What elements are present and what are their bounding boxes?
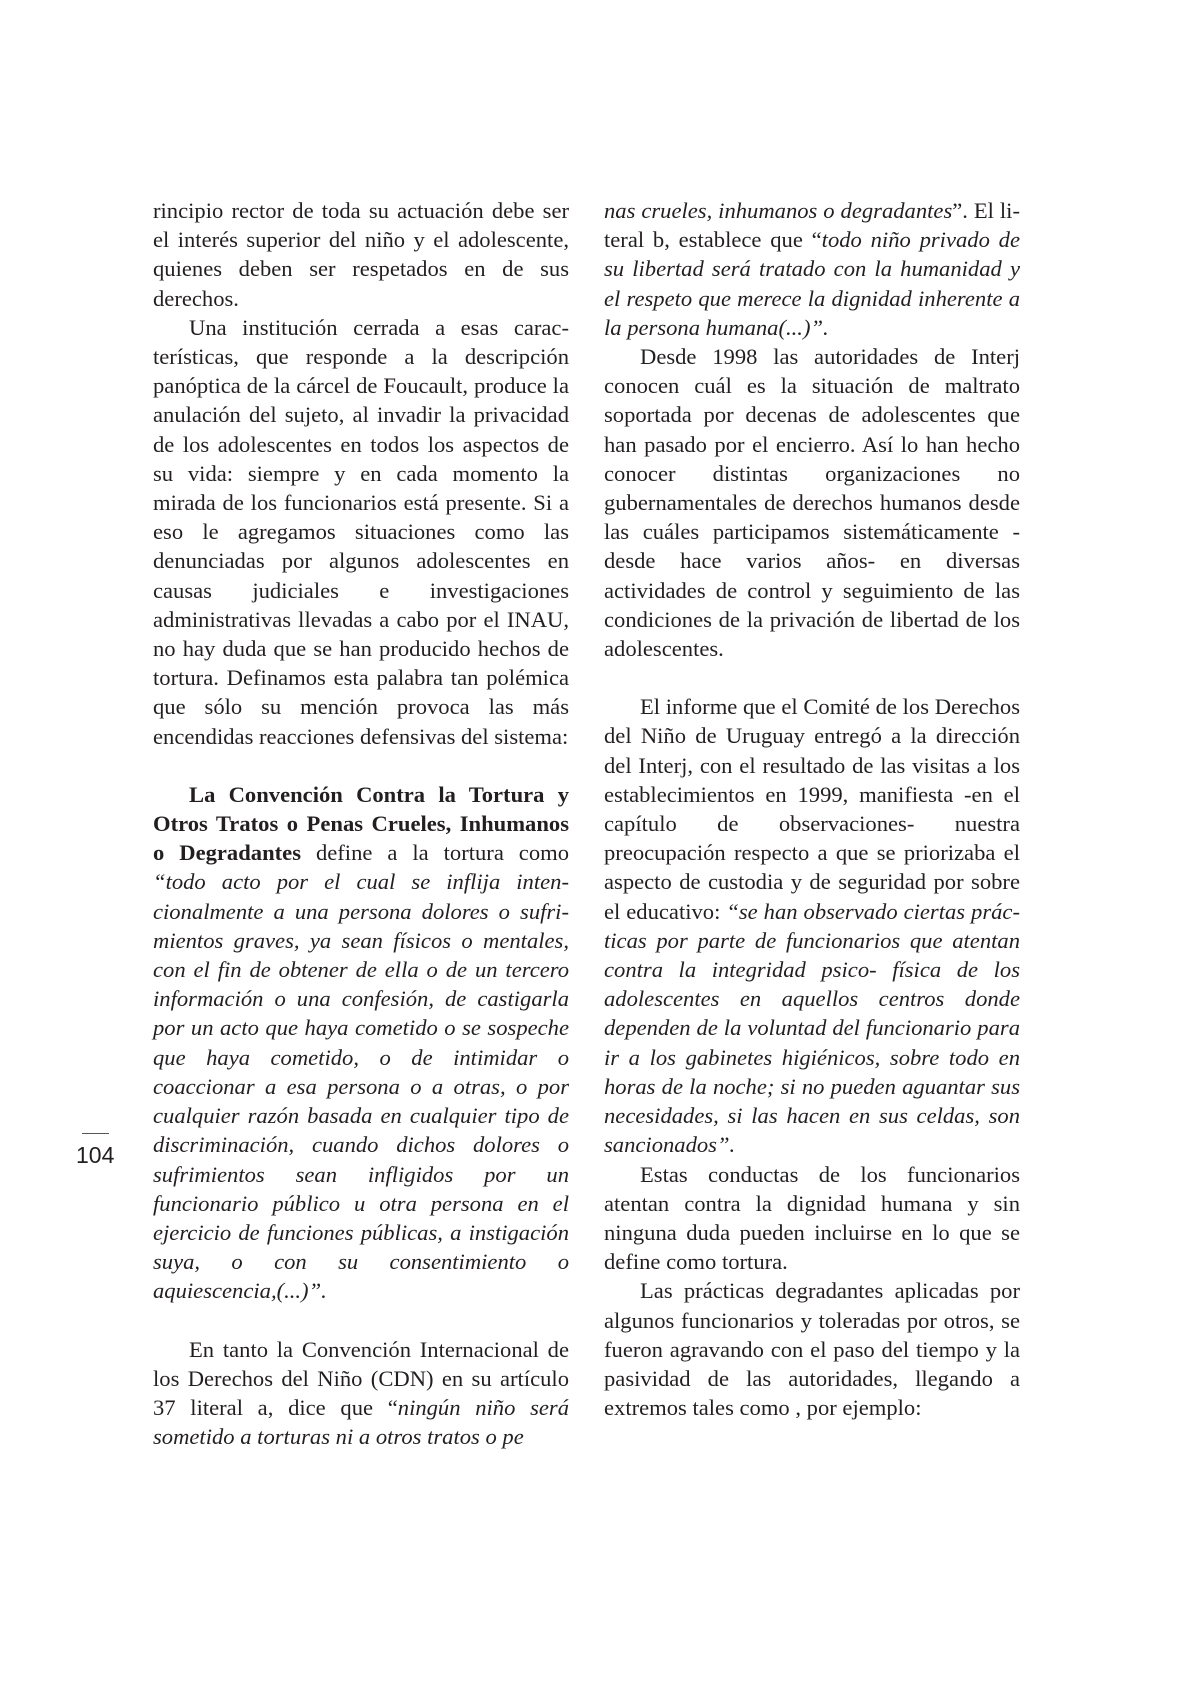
page-number: 104 <box>76 1142 115 1168</box>
report-paragraph <box>604 692 1020 1159</box>
convention-paragraph <box>153 780 569 1306</box>
quote: “todo acto por el cual se inflija intencionalmente a una persona dolores o sufrimientos graves, ya sean físicos o mentales, con el fin de obtener de ella o de un tercero información o una confesión, de castigarla por un acto que haya cometido o se sospeche que haya cometido, o de intimidar o coaccionar a esa persona o a otras, o por cualquier razón basada en cualquier tipo de discriminación, cuando dichos dolores o sufrimientos sean infligidos por un funcionario público u otra persona en el ejercicio de funciones públicas, a instigación suya, o con su consentimiento o aquiescencia,(...)”. <box>153 869 569 1304</box>
paragraph: Las prácticas degradantes aplicadas por algunos funcionarios y toleradas por otros, se fueron agravando con el paso del tiempo y la pasividad de las autoridades, llegando a extremos tales como , por ejemplo: <box>604 1278 1020 1421</box>
paragraph-text: El informe que el Comité de los Derechos del Niño de Uruguay entregó a la dirección del Interj, con el resultado de las visitas a los establecimientos en 1999, manifiesta -en el capítulo de observaciones- nuestra preocupación respecto a que se priorizaba el aspecto de custodia y de seguridad por sobre el educativo: <box>604 694 1020 924</box>
folio-rule <box>82 1133 109 1134</box>
paragraph-text: define a la tortura como <box>301 840 569 866</box>
paragraph-text: ”. El literal b, establece que “ <box>604 198 1020 253</box>
paragraph: Una institución cerrada a esas características, que responde a la descripción panóptica de la cárcel de Foucault, produce la anulación del sujeto, al invadir la privacidad de los adolescentes en todos los aspectos de su vida: siempre y en cada momento la mirada de los funcionarios está presente. Si a eso le agregamos situaciones como las denunciadas por algunos adolescentes en causas judiciales e investigaciones administrativas llevadas a cabo por el INAU, no hay duda que se han producido hechos de tortura. Definamos esta palabra tan polémica que sólo su mención provoca las más encendidas reacciones defensivas del sistema: <box>153 314 569 749</box>
left-column <box>153 196 569 1451</box>
quote: ningún niño será sometido a torturas ni a otros tratos o pe <box>153 1394 570 1450</box>
quote: nas crueles, inhumanos o degradantes <box>604 198 953 223</box>
paragraph: Estas conductas de los funcionarios atentan contra la dignidad humana y sin ninguna duda pueden incluirse en lo que se define como tortura. <box>604 1161 1020 1275</box>
paragraph <box>604 196 1020 342</box>
paragraph: rincipio rector de toda su actuación debe ser el interés superior del niño y el adolescente, quienes deben ser respetados en de sus derechos. <box>153 198 569 311</box>
paragraph-text: En tanto la Convención Internacional de los Derechos del Niño (CDN) en su artículo 37 literal a, dice que “ <box>153 1336 569 1420</box>
paragraph: Desde 1998 las autoridades de Interj conocen cuál es la situación de maltrato soportada por decenas de adolescentes que han pasado por el encierro. Así lo han hecho conocer distintas organizaciones no gubernamentales de derechos humanos desde las cuáles participamos sistemáticamente -desde hace varios años- en diversas actividades de control y seguimiento de las condiciones de la privación de libertad de los adolescentes. <box>604 344 1020 662</box>
convention-title: La Convención Contra la Tortura y Otros Tratos o Penas Crueles, Inhumanos o Degradantes <box>153 781 569 866</box>
cdn-paragraph <box>153 1335 569 1452</box>
quote: todo niño privado de su libertad será tratado con la humanidad y el respeto que merece la dignidad inherente a la persona humana(...)”. <box>604 227 1020 340</box>
right-column <box>604 196 1020 1422</box>
quote: “se han observado ciertas prácticas por parte de funcionarios que atentan contra la integridad psico- física de los adolescentes en aquellos centros donde dependen de la voluntad del funcionario para ir a los gabinetes higiénicos, sobre todo en horas de la noche; si no pueden aguantar sus necesidades, si las hacen en sus celdas, son sancionados”. <box>604 898 1020 1158</box>
